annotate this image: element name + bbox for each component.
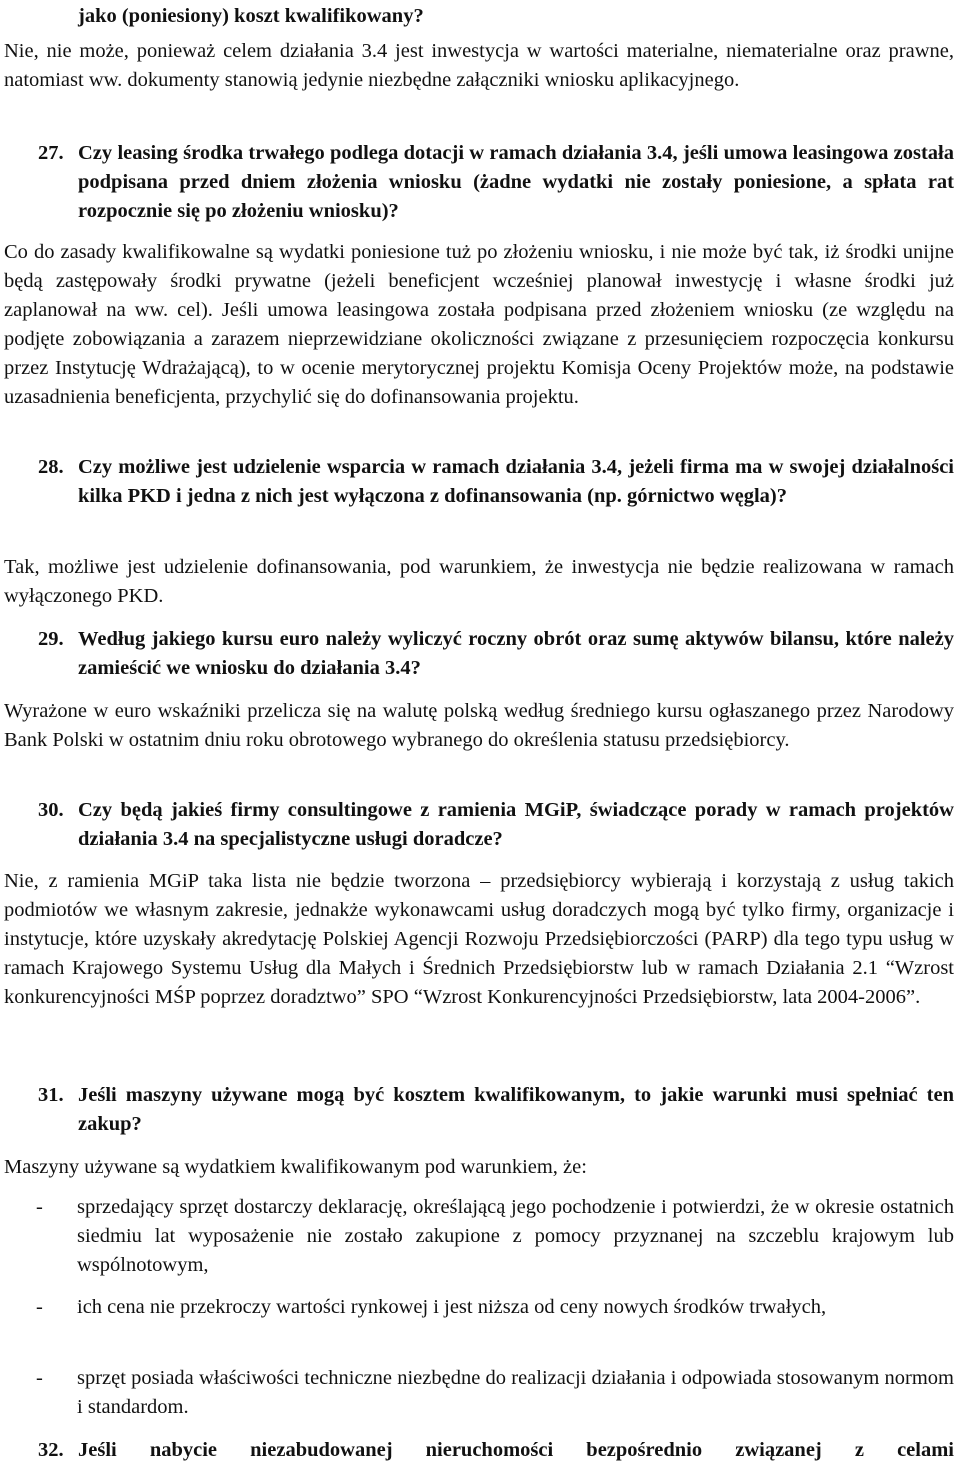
question-number: 27. — [38, 142, 64, 164]
list-dash: - — [36, 1196, 43, 1218]
list-item-text: sprzęt posiada właściwości techniczne niezbędne do realizacji działania i odpowiada stosowanym normom i standardom. — [77, 1367, 954, 1418]
answer-30: Nie, z ramienia MGiP taka lista nie będzie tworzona – przedsiębiorcy wybierają i korzystają z usług takich podmiotów we własnym zakresie, jednakże wykonawcami usług doradczych mogą być tylko firmy, organizacje i instytucje, które uzyskały akredytację Polskiej Agencji Rozwoju Przedsiębiorczości (PARP) dla tego typu usług w ramach Krajowego Systemu Usług dla Małych i Średnich Przedsiębiorstw lub w ramach Działania 2.1 “Wzrost konkurencyjności MŚP poprzez doradztwo” SPO “Wzrost Konkurencyjności Przedsiębiorstw, lata 2004-2006”. — [4, 870, 954, 1008]
question-number: 30. — [38, 799, 64, 821]
answer-paragraph: Nie, nie może, ponieważ celem działania 3.4 jest inwestycja w wartości materialne, niematerialne oraz prawne, natomiast ww. dokumenty stanowią jedynie niezbędne załączniki wniosku aplikacyjnego. — [4, 40, 954, 91]
list-item — [36, 1293, 954, 1322]
list-item-text: sprzedający sprzęt dostarczy deklarację, określającą jego pochodzenie i potwierdzi, że w okresie ostatnich siedmiu lat wyposażenie nie zostało zakupione z pomocy przyznanej na szczeblu krajowym lub wspólnotowym, — [77, 1196, 954, 1276]
list-item — [36, 1364, 954, 1422]
list-dash: - — [36, 1367, 43, 1389]
list-dash: - — [36, 1296, 43, 1318]
answer-27: Co do zasady kwalifikowalne są wydatki poniesione tuż po złożeniu wniosku, i nie może być tak, iż środki unijne będą zastępowały środki prywatne (jeżeli beneficjent wcześniej planował inwestycję i własne środki już zaplanował na ww. cel). Jeśli umowa leasingowa została podpisana przed złożeniem wniosku (ze względu na podjęte zobowiązania a zarazem nieprzewidziane okoliczności związane z przesunięciem rozpoczęcia konkursu przez Instytucję Wdrażającą), to w ocenie merytorycznej projektu Komisja Oceny Projektów może, na podstawie uzasadnienia beneficjenta, przychylić się do dofinansowania projektu. — [4, 241, 954, 408]
question-31 — [38, 1081, 954, 1139]
question-number: 29. — [38, 628, 64, 650]
question-number: 31. — [38, 1084, 64, 1106]
question-text: Czy leasing środka trwałego podlega dotacji w ramach działania 3.4, jeśli umowa leasingowa została podpisana przed dniem złożenia wniosku (żadne wydatki nie zostały poniesione, a spłata rat rozpocznie się po złożeniu wniosku)? — [78, 142, 954, 222]
question-30 — [38, 796, 954, 854]
question-text: Czy będą jakieś firmy consultingowe z ramienia MGiP, świadczące porady w ramach projektów działania 3.4 na specjalistyczne usługi doradcze? — [78, 799, 954, 850]
question-number: 32. — [38, 1439, 64, 1461]
answer-28: Tak, możliwe jest udzielenie dofinansowania, pod warunkiem, że inwestycja nie będzie realizowana w ramach wyłączonego PKD. — [4, 556, 954, 607]
question-32 — [38, 1436, 954, 1465]
question-29 — [38, 625, 954, 683]
question-text: Jeśli nabycie niezabudowanej nieruchomości bezpośrednio związanej z celami — [78, 1439, 954, 1461]
list-item-text: ich cena nie przekroczy wartości rynkowej i jest niższa od ceny nowych środków trwałych, — [77, 1296, 827, 1318]
question-text: Jeśli maszyny używane mogą być kosztem kwalifikowanym, to jakie warunki musi spełniać ten zakup? — [78, 1084, 954, 1135]
list-item — [36, 1193, 954, 1280]
question-continuation: jako (poniesiony) koszt kwalifikowany? — [78, 5, 424, 27]
question-27 — [38, 139, 954, 226]
question-text: Czy możliwe jest udzielenie wsparcia w ramach działania 3.4, jeżeli firma ma w swojej działalności kilka PKD i jedna z nich jest wyłączona z dofinansowania (np. górnictwo węgla)? — [78, 456, 954, 507]
question-text: Według jakiego kursu euro należy wyliczyć roczny obrót oraz sumę aktywów bilansu, które należy zamieścić we wniosku do działania 3.4? — [78, 628, 954, 679]
question-28 — [38, 453, 954, 511]
question-number: 28. — [38, 456, 64, 478]
answer-31-intro: Maszyny używane są wydatkiem kwalifikowanym pod warunkiem, że: — [4, 1156, 587, 1178]
answer-29: Wyrażone w euro wskaźniki przelicza się na walutę polską według średniego kursu ogłaszanego przez Narodowy Bank Polski w ostatnim dniu roku obrotowego wybranego do określenia statusu przedsiębiorcy. — [4, 700, 954, 751]
